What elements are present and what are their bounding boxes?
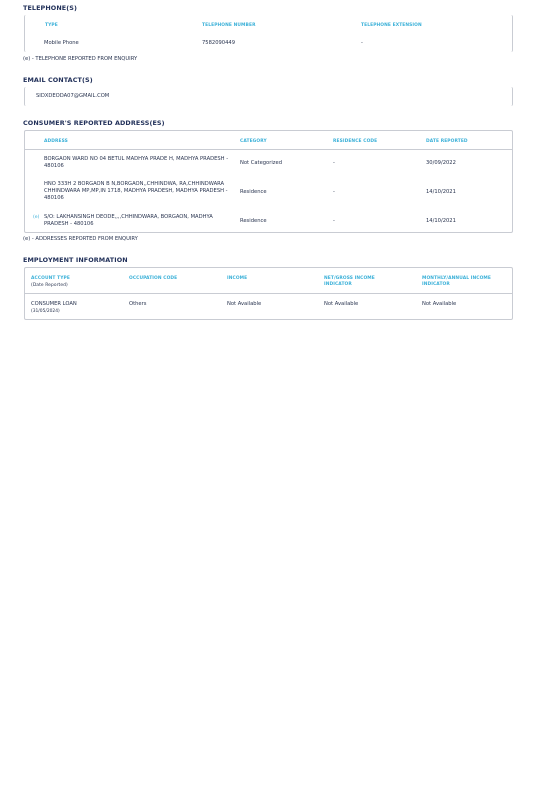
date-reported-header: DATE REPORTED [426, 139, 468, 144]
address-row-1-category: Not Categorized [240, 160, 283, 166]
income-header: INCOME [227, 276, 248, 281]
address-row-3-date: 14/10/2021 [426, 218, 456, 224]
email-section-title: EMAIL CONTACT(S) [23, 76, 93, 84]
addresses-table [24, 130, 513, 233]
telephone-row-type: Mobile Phone [44, 40, 79, 46]
telephone-section-title: TELEPHONE(S) [23, 4, 77, 12]
email-value: SIDXDEODA07@GMAIL.COM [36, 93, 110, 99]
addresses-section-title: CONSUMER'S REPORTED ADDRESS(ES) [23, 119, 165, 127]
telephone-extension-header: TELEPHONE EXTENSION [361, 23, 422, 28]
monthly-annual-income-header: MONTHLY/ANNUAL INCOME INDICATOR [422, 276, 491, 287]
address-row-1-address: BORGAON WARD NO 04 BETUL MADHYA PRADE H, MADHYA PRADESH - 480106 [44, 156, 229, 169]
employment-row-income: Not Available [227, 301, 262, 307]
telephone-note: (e) - TELEPHONE REPORTED FROM ENQUIRY [23, 56, 138, 62]
employment-row-net-gross: Not Available [324, 301, 359, 307]
address-row-1-date: 30/09/2022 [426, 160, 456, 166]
date-reported-subheader: (Date Reported) [31, 283, 68, 288]
employment-section-title: EMPLOYMENT INFORMATION [23, 256, 128, 264]
occupation-code-header: OCCUPATION CODE [129, 276, 178, 281]
address-row-3-category: Residence [240, 218, 267, 224]
residence-code-header: RESIDENCE CODE [333, 139, 378, 144]
telephone-type-header: TYPE [45, 23, 58, 28]
address-row-2-category: Residence [240, 189, 267, 195]
address-row-3-address: S/O: LAKHANSINGH DEODE,,,,CHHINDWARA, BORGAON, MADHYA PRADESH - 480106 [44, 214, 213, 227]
address-row-1-residence-code: - [333, 160, 335, 166]
address-row-2-address: HNO 333H 2 BORGAON B N,BORGAON,,CHHINDWA, RA,CHHINDWARA CHHINDWARA MP,MP,IN 1718, MADHYA PRADESH, MADHYA PRADESH - 480106 [44, 181, 228, 201]
employment-row-monthly-annual: Not Available [422, 301, 457, 307]
telephone-row-extension: - [361, 40, 363, 46]
category-header: CATEGORY [240, 139, 267, 144]
telephone-number-header: TELEPHONE NUMBER [202, 23, 256, 28]
addresses-header-divider [25, 149, 512, 150]
email-box [24, 87, 513, 106]
address-row-3-residence-code: - [333, 218, 335, 224]
employment-row-account-type: CONSUMER LOAN [31, 301, 77, 307]
net-gross-income-header: NET/GROSS INCOME INDICATOR [324, 276, 375, 287]
telephone-table [24, 15, 513, 52]
employment-header-divider [25, 293, 512, 294]
address-row-2-residence-code: - [333, 189, 335, 195]
address-row-3-enquiry-marker: (e) [33, 215, 40, 220]
addresses-note: (e) - ADDRESSES REPORTED FROM ENQUIRY [23, 236, 138, 242]
employment-table [24, 267, 513, 320]
address-row-2-date: 14/10/2021 [426, 189, 456, 195]
employment-row-date-reported: (31/05/2024) [31, 309, 60, 314]
telephone-row-number: 7582090449 [202, 40, 236, 46]
address-header: ADDRESS [44, 139, 68, 144]
account-type-header: ACCOUNT TYPE [31, 276, 70, 281]
employment-row-occupation: Others [129, 301, 147, 307]
